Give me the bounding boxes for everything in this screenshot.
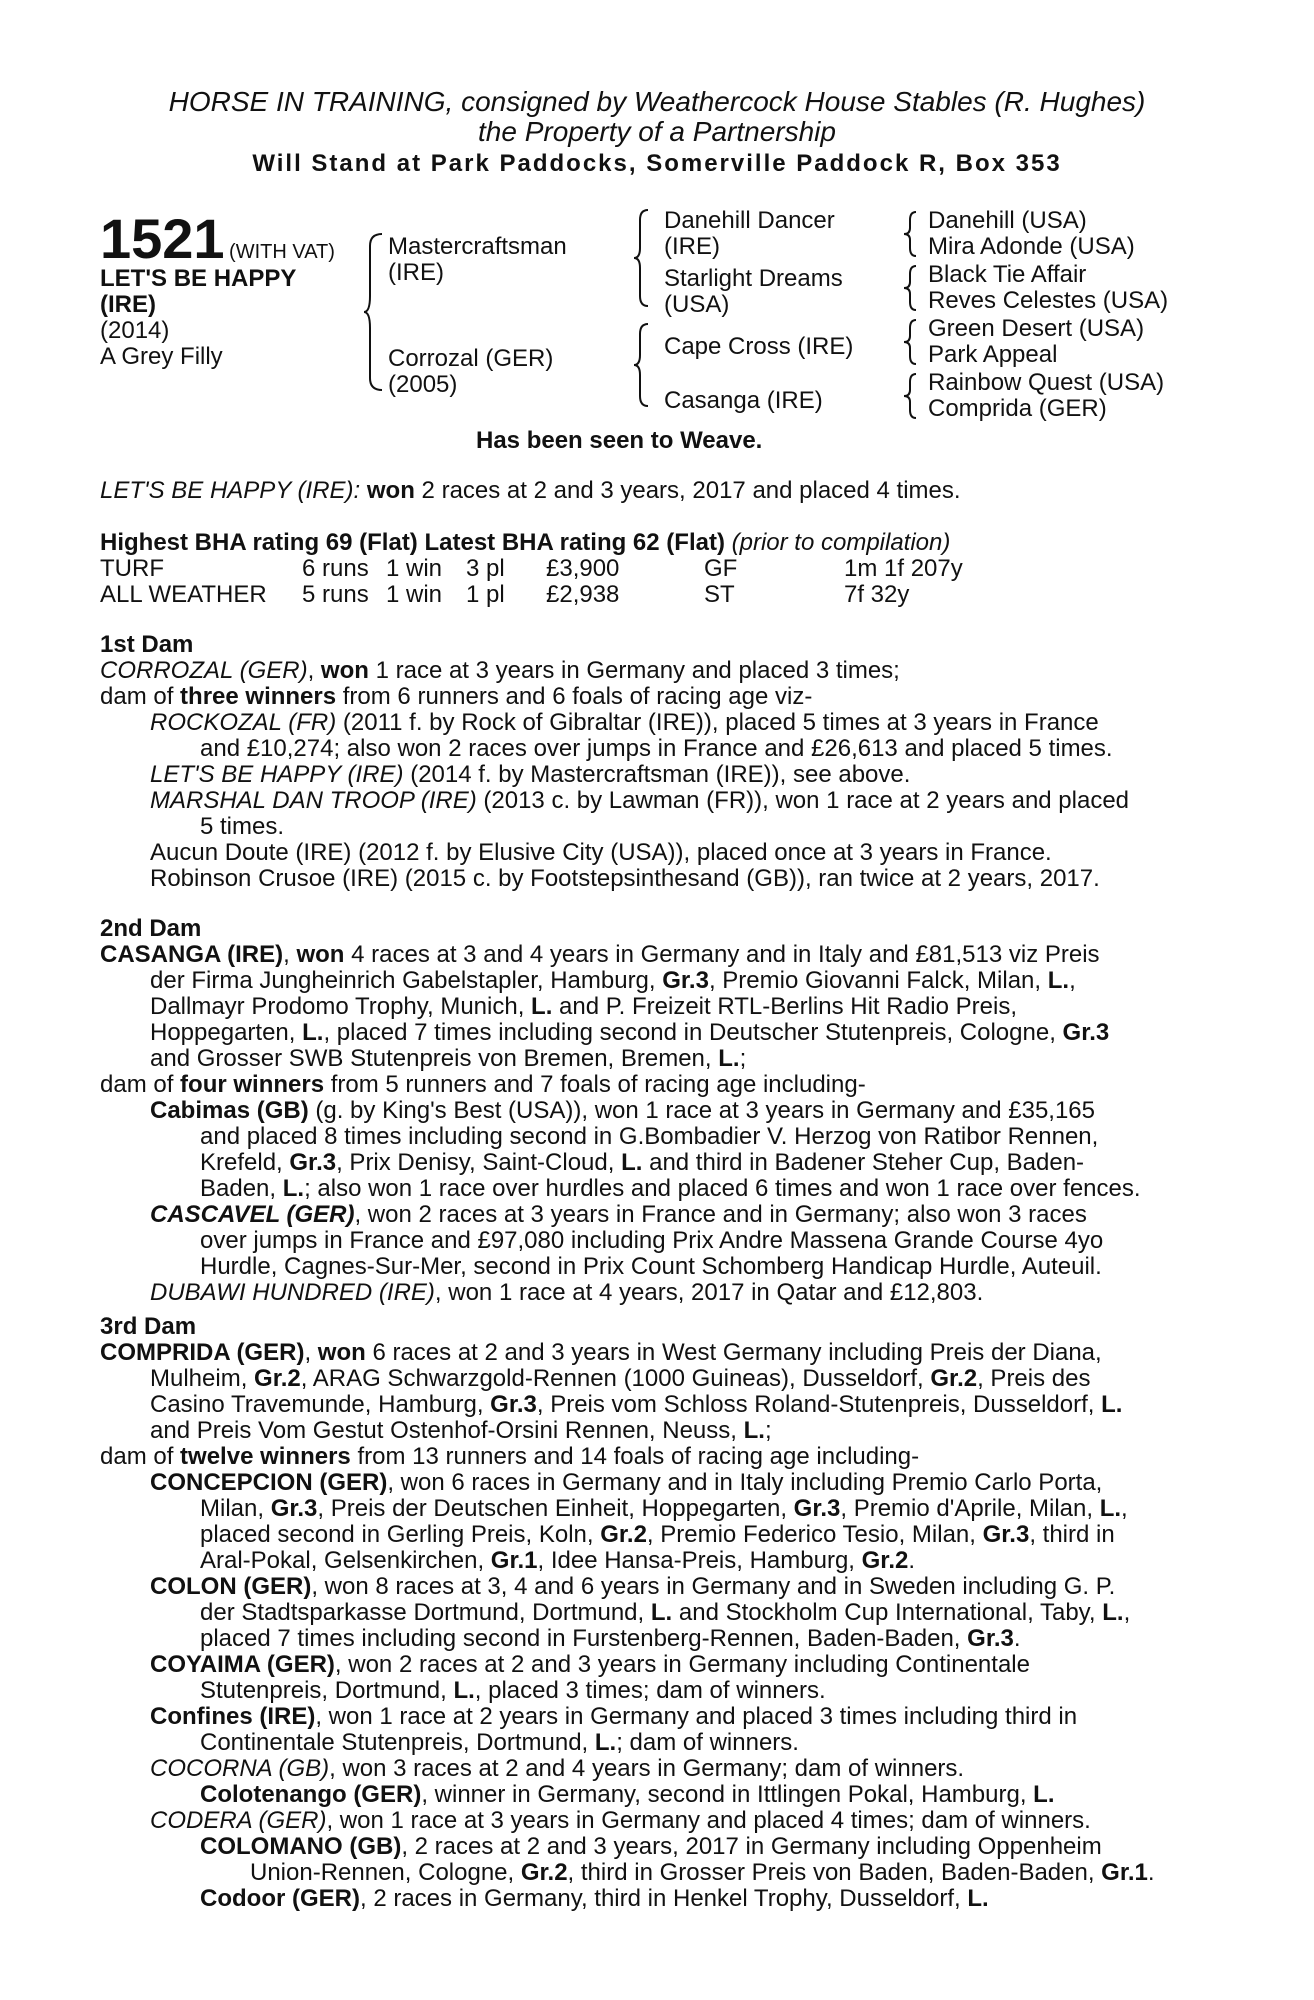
sire-dam-name: Starlight Dreams	[664, 265, 843, 292]
stats-going: ST	[704, 581, 735, 608]
horse-year: (2014)	[100, 317, 170, 344]
dam1-offspring-5: Robinson Crusoe (IRE) (2015 c. by Footstepsinthesand (GB)), ran twice at 2 years, 2017.	[150, 865, 1100, 892]
dam2-line5: and Grosser SWB Stutenpreis von Bremen, Bremen, L.;	[150, 1045, 747, 1072]
rating-line	[100, 530, 950, 556]
dam3-line2: Mulheim, Gr.2, ARAG Schwarzgold-Rennen (1000 Guineas), Dusseldorf, Gr.2, Preis des	[150, 1365, 1091, 1392]
stats-distance: 1m 1f 207y	[844, 555, 963, 582]
dam3-child-1-l3: placed second in Gerling Preis, Koln, Gr.2, Premio Federico Tesio, Milan, Gr.3, third in	[200, 1521, 1115, 1548]
horse-description: A Grey Filly	[100, 343, 223, 370]
dam3-line5: dam of twelve winners from 13 runners and 14 foals of racing age including-	[100, 1443, 920, 1470]
dam3-grandchild-2-l2: Union-Rennen, Cologne, Gr.2, third in Grosser Preis von Baden, Baden-Baden, Gr.1.	[250, 1859, 1155, 1886]
dam2-line6: dam of four winners from 5 runners and 7 foals of racing age including-	[100, 1071, 866, 1098]
dam2-child-2-l2: over jumps in France and £97,080 including Prix Andre Massena Grande Course 4yo	[200, 1227, 1104, 1254]
stats-prize: £3,900	[546, 555, 620, 582]
summary-horse: LET'S BE HAPPY (IRE)	[100, 477, 354, 504]
dam2-line3: Dallmayr Prodomo Trophy, Munich, L. and P. Freizeit RTL-Berlins Hit Radio Preis,	[150, 993, 1017, 1020]
dam2-child-1-l2: and placed 8 times including second in G.Bombadier V. Herzog von Ratibor Rennen,	[200, 1123, 1099, 1150]
dam2-line4: Hoppegarten, L., placed 7 times including second in Deutscher Stutenpreis, Cologne, Gr.3	[150, 1019, 1110, 1046]
summary-rest: 2 races at 2 and 3 years, 2017 and placed 4 times.	[414, 477, 961, 504]
dam2-child-3: DUBAWI HUNDRED (IRE), won 1 race at 4 years, 2017 in Qatar and £12,803.	[150, 1279, 984, 1306]
lot-number-block	[100, 206, 335, 271]
stats-wins: 1 win	[386, 555, 443, 582]
dam3-title: 3rd Dam	[100, 1313, 197, 1340]
dam-year: (2005)	[388, 371, 458, 398]
stats-wins: 1 win	[386, 581, 443, 608]
horse-name: LET'S BE HAPPY	[100, 265, 297, 292]
pedigree-brace-sire	[632, 208, 652, 308]
dam3-line1: COMPRIDA (GER), won 6 races at 2 and 3 years in West Germany including Preis der Diana,	[100, 1339, 1102, 1366]
stats-runs: 6 runs	[302, 555, 369, 582]
stats-placed: 3 pl	[466, 555, 505, 582]
summary-won: won	[366, 477, 415, 504]
dam3-child-5: COCORNA (GB), won 3 races at 2 and 4 years in Germany; dam of winners.	[150, 1755, 965, 1782]
dam2-child-2-l3: Hurdle, Cagnes-Sur-Mer, second in Prix Count Schomberg Handicap Hurdle, Auteuil.	[200, 1253, 1102, 1280]
sire-dam-country: (USA)	[664, 291, 730, 318]
dam3-line3: Casino Travemunde, Hamburg, Gr.3, Preis vom Schloss Roland-Stutenpreis, Dusseldorf, L.	[150, 1391, 1123, 1418]
sire-country: (IRE)	[388, 259, 444, 286]
dam3-child-2-l2: der Stadtsparkasse Dortmund, Dortmund, L. and Stockholm Cup International, Taby, L.,	[200, 1599, 1131, 1626]
dam3-child-3: COYAIMA (GER), won 2 races at 2 and 3 years in Germany including Continentale	[150, 1651, 1030, 1678]
pedigree-g7: Rainbow Quest (USA)	[928, 369, 1165, 396]
dam2-name: CASANGA (IRE)	[100, 941, 284, 968]
dam2-child-2: CASCAVEL (GER), won 2 races at 3 years in France and in Germany; also won 3 races	[150, 1201, 1087, 1228]
dam2-line1: CASANGA (IRE), won 4 races at 3 and 4 years in Germany and in Italy and £81,513 viz Preis	[100, 941, 1100, 968]
dam-dam-name: Casanga (IRE)	[664, 387, 823, 414]
pedigree-brace-dam	[632, 322, 652, 408]
pedigree-g3: Black Tie Affair	[928, 261, 1087, 288]
dam3-child-4: Confines (IRE), won 1 race at 2 years in Germany and placed 3 times including third in	[150, 1703, 1078, 1730]
stats-runs: 5 runs	[302, 581, 369, 608]
pedigree-note: Has been seen to Weave.	[476, 427, 763, 454]
sire-sire-country: (IRE)	[664, 233, 720, 260]
header-title: HORSE IN TRAINING, consigned by Weathercock House Stables (R. Hughes)	[168, 86, 1146, 117]
stats-table	[100, 556, 1000, 608]
dam1-offspring-1-cont: and £10,274; also won 2 races over jumps in France and £26,613 and placed 5 times.	[200, 735, 1113, 762]
pedigree-g4: Reves Celestes (USA)	[928, 287, 1169, 314]
sire-sire-name: Danehill Dancer	[664, 207, 835, 234]
pedigree-g2: Mira Adonde (USA)	[928, 233, 1135, 260]
rating-italic: (prior to compilation)	[731, 529, 951, 556]
pedigree-brace-main	[362, 232, 386, 392]
dam3-name: COMPRIDA (GER)	[100, 1339, 305, 1366]
dam3-child-1-l4: Aral-Pokal, Gelsenkirchen, Gr.1, Idee Hansa-Preis, Hamburg, Gr.2.	[200, 1547, 916, 1574]
lot-number: 1521	[100, 207, 225, 270]
stats-surface: TURF	[100, 555, 164, 582]
pedigree-g5: Green Desert (USA)	[928, 315, 1145, 342]
dam3-grandchild-2: COLOMANO (GB), 2 races at 2 and 3 years, 2017 in Germany including Oppenheim	[200, 1833, 1102, 1860]
pedigree-g6: Park Appeal	[928, 341, 1058, 368]
dam3-child-1: CONCEPCION (GER), won 6 races in Germany and in Italy including Premio Carlo Porta,	[150, 1469, 1103, 1496]
dam2-child-1: Cabimas (GB) (g. by King's Best (USA)), won 1 race at 3 years in Germany and £35,165	[150, 1097, 1095, 1124]
pedigree-brace-g3	[902, 318, 918, 366]
pedigree-g8: Comprida (GER)	[928, 395, 1107, 422]
header-location: Will Stand at Park Paddocks, Somerville Paddock R, Box 353	[252, 150, 1062, 177]
dam1-line1: CORROZAL (GER), won 1 race at 3 years in Germany and placed 3 times;	[100, 657, 900, 684]
stats-distance: 7f 32y	[844, 581, 910, 608]
stats-placed: 1 pl	[466, 581, 505, 608]
dam3-grandchild-1: Colotenango (GER), winner in Germany, second in Ittlingen Pokal, Hamburg, L.	[200, 1781, 1055, 1808]
sire-name: Mastercraftsman	[388, 233, 567, 260]
pedigree-brace-g4	[902, 372, 918, 420]
dam2-line2: der Firma Jungheinrich Gabelstapler, Hamburg, Gr.3, Premio Giovanni Falck, Milan, L.,	[150, 967, 1076, 994]
horse-name-country: (IRE)	[100, 291, 156, 318]
dam2-child-1-l4: Baden, L.; also won 1 race over hurdles and placed 6 times and won 1 race over fences.	[200, 1175, 1141, 1202]
pedigree-g1: Danehill (USA)	[928, 207, 1087, 234]
dam-sire-name: Cape Cross (IRE)	[664, 333, 854, 360]
dam3-child-2-l3: placed 7 times including second in Furstenberg-Rennen, Baden-Baden, Gr.3.	[200, 1625, 1021, 1652]
dam3-child-3-l2: Stutenpreis, Dortmund, L., placed 3 times; dam of winners.	[200, 1677, 826, 1704]
rating-bold: Highest BHA rating 69 (Flat) Latest BHA rating 62 (Flat)	[100, 529, 725, 556]
stats-going: GF	[704, 555, 738, 582]
dam1-offspring-3-cont: 5 times.	[200, 813, 285, 840]
dam2-child-1-l3: Krefeld, Gr.3, Prix Denisy, Saint-Cloud, L. and third in Badener Steher Cup, Baden-	[200, 1149, 1085, 1176]
dam1-title: 1st Dam	[100, 631, 194, 658]
dam1-offspring-2: LET'S BE HAPPY (IRE) (2014 f. by Mastercraftsman (IRE)), see above.	[150, 761, 911, 788]
vat-note: (WITH VAT)	[229, 241, 335, 263]
dam1-won: won	[320, 657, 369, 684]
dam1-offspring-1: ROCKOZAL (FR) (2011 f. by Rock of Gibraltar (IRE)), placed 5 times at 3 years in France	[150, 709, 1099, 736]
header-subtitle: the Property of a Partnership	[478, 116, 836, 147]
race-summary: LET'S BE HAPPY (IRE): won 2 races at 2 and 3 years, 2017 and placed 4 times.	[100, 477, 961, 504]
dam3-child-2: COLON (GER), won 8 races at 3, 4 and 6 years in Germany and in Sweden including G. P.	[150, 1573, 1116, 1600]
pedigree-brace-g2	[902, 264, 918, 312]
dam3-line4: and Preis Vom Gestut Ostenhof-Orsini Rennen, Neuss, L.;	[150, 1417, 772, 1444]
dam-name: Corrozal (GER)	[388, 345, 554, 372]
dam1-line2: dam of three winners from 6 runners and 6 foals of racing age viz-	[100, 683, 813, 710]
stats-surface: ALL WEATHER	[100, 581, 267, 608]
stats-prize: £2,938	[546, 581, 620, 608]
dam1-name: CORROZAL (GER)	[100, 657, 308, 684]
dam1-record: 1 race at 3 years in Germany and placed 3 times;	[368, 657, 900, 684]
dam3-child-1-l2: Milan, Gr.3, Preis der Deutschen Einheit, Hoppegarten, Gr.3, Premio d'Aprile, Milan, L.,	[200, 1495, 1128, 1522]
pedigree-brace-g1	[902, 210, 918, 258]
dam1-offspring-4: Aucun Doute (IRE) (2012 f. by Elusive City (USA)), placed once at 3 years in France.	[150, 839, 1052, 866]
dam3-grandchild-3: Codoor (GER), 2 races in Germany, third in Henkel Trophy, Dusseldorf, L.	[200, 1885, 989, 1912]
dam3-child-6: CODERA (GER), won 1 race at 3 years in Germany and placed 4 times; dam of winners.	[150, 1807, 1091, 1834]
dam1-offspring-3: MARSHAL DAN TROOP (IRE) (2013 c. by Lawman (FR)), won 1 race at 2 years and placed	[150, 787, 1130, 814]
dam3-child-4-l2: Continentale Stutenpreis, Dortmund, L.; dam of winners.	[200, 1729, 799, 1756]
dam2-title: 2nd Dam	[100, 915, 202, 942]
